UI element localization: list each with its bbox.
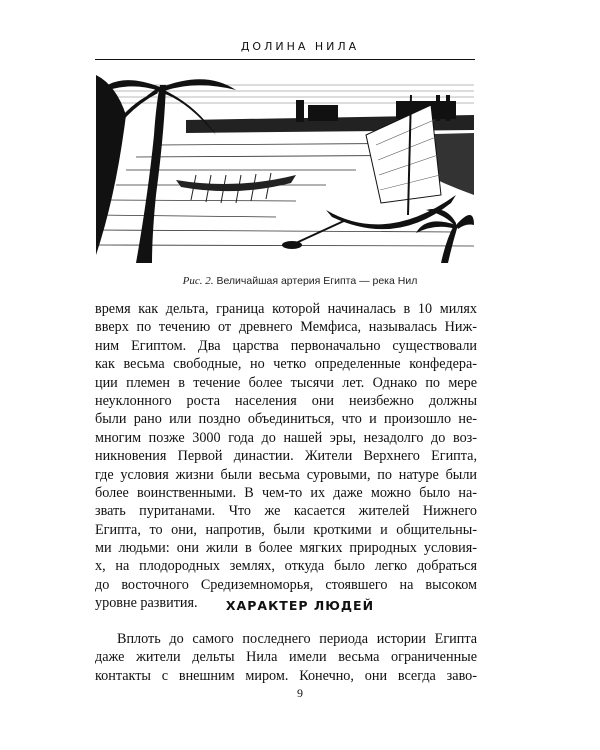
text-line: ним Египтом. Два царства первоначально существовали (95, 337, 477, 354)
text-line: более воинственными. В чем-то их даже можно было на- (95, 484, 477, 501)
nile-illustration (96, 75, 474, 263)
text-line: ции племен в течение более тысячи лет. Однако по мере (95, 374, 477, 391)
running-head: ДОЛИНА НИЛА (240, 40, 360, 53)
figure-label: Рис. 2. (182, 275, 214, 287)
text-line: вверх по течению от древнего Мемфиса, называлась Ниж- (95, 319, 477, 336)
text-line: Египта, то они, напротив, были кроткими и общительны- (95, 521, 477, 538)
section-heading: ХАРАКТЕР ЛЮДЕЙ (225, 598, 375, 613)
text-line: время как дельта, граница которой начиналась в 10 милях (95, 301, 477, 317)
text-line: неуклонного роста населения они неизбежно должны (95, 392, 477, 409)
text-line: никновения Первой династии. Жители Верхнего Египта, (95, 448, 477, 465)
text-line: многим позже 3000 года до нашей эры, незадолго до воз- (95, 429, 477, 446)
figure-caption-text: Величайшая артерия Египта — река Нил (216, 275, 418, 287)
page-number: 9 (297, 686, 303, 700)
figure-caption (0, 275, 600, 287)
text-line: звать пуританами. Что же касается жителей Нижнего (95, 503, 477, 520)
paragraph-2 (95, 630, 477, 685)
text-line: были рано или поздно объединиться, что и произошло не- (95, 411, 477, 428)
text-line: Вплоть до самого последнего периода истории Египта (117, 631, 477, 647)
text-line: как весьма свободные, но четко определенные конфедера- (95, 356, 477, 373)
paragraph-1 (95, 300, 477, 613)
text-line: где условия жизни были весьма суровыми, по натуре были (95, 466, 477, 483)
text-line: ми людьми: они жили в более мягких природных условия- (95, 540, 477, 557)
text-line: даже жители дельты Нила имели весьма ограниченные (95, 649, 477, 666)
text-line: уровне развития. (95, 595, 198, 612)
text-line: х, на плодородных землях, откуда было легко добраться (95, 558, 477, 575)
text-line: до восточного Средиземноморья, стоявшего на высоком (95, 576, 477, 593)
text-line: контакты с внешним миром. Конечно, они всегда заво- (95, 667, 477, 684)
header-rule (95, 59, 475, 60)
